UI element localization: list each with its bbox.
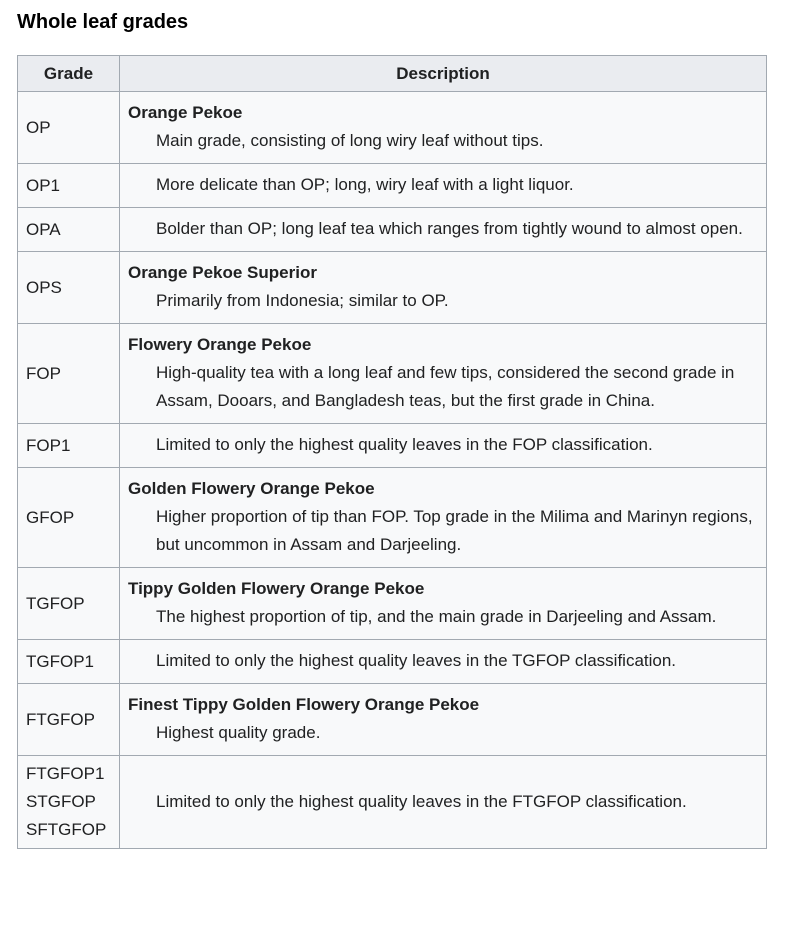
grade-definition: Main grade, consisting of long wiry leaf without tips. <box>156 131 544 150</box>
grade-term: Flowery Orange Pekoe <box>128 335 312 354</box>
grade-term: Orange Pekoe <box>128 103 243 122</box>
table-row <box>18 252 767 324</box>
grade-cell: OPA <box>18 208 120 252</box>
grade-term: Orange Pekoe Superior <box>128 263 317 282</box>
page-title: Whole leaf grades <box>17 11 189 33</box>
grade-definition: Highest quality grade. <box>156 723 321 742</box>
description-cell <box>120 164 767 208</box>
grade-definition: Bolder than OP; long leaf tea which ranges from tightly wound to almost open. <box>156 219 743 238</box>
grade-definition: Higher proportion of tip than FOP. Top grade in the Milima and Marinyn regions, but uncommon in Assam and Darjeeling. <box>156 507 753 554</box>
grade-cell: FOP1 <box>18 424 120 468</box>
description-cell <box>120 424 767 468</box>
table-row <box>18 208 767 252</box>
grade-cell: FTGFOP1 STGFOP SFTGFOP <box>18 756 120 849</box>
table-row <box>18 568 767 640</box>
grade-definition: Limited to only the highest quality leaves in the TGFOP classification. <box>156 651 677 670</box>
grade-cell: TGFOP1 <box>18 640 120 684</box>
table-row <box>18 92 767 164</box>
grades-table <box>17 55 767 849</box>
grade-cell: FTGFOP <box>18 684 120 756</box>
grade-cell: OP1 <box>18 164 120 208</box>
grade-definition: More delicate than OP; long, wiry leaf with a light liquor. <box>156 175 574 194</box>
grade-definition: Limited to only the highest quality leaves in the FTGFOP classification. <box>156 791 687 811</box>
table-row <box>18 424 767 468</box>
grade-cell: OPS <box>18 252 120 324</box>
grade-cell: TGFOP <box>18 568 120 640</box>
description-cell <box>120 324 767 424</box>
description-cell <box>120 568 767 640</box>
description-cell <box>120 684 767 756</box>
grade-term: Finest Tippy Golden Flowery Orange Pekoe <box>128 695 480 714</box>
grade-cell: FOP <box>18 324 120 424</box>
grade-cell: OP <box>18 92 120 164</box>
grade-definition: Limited to only the highest quality leaves in the FOP classification. <box>156 435 653 454</box>
grade-cell: GFOP <box>18 468 120 568</box>
table-row <box>18 684 767 756</box>
table-header-row <box>18 56 767 92</box>
description-cell <box>120 208 767 252</box>
description-cell <box>120 640 767 684</box>
grade-term: Golden Flowery Orange Pekoe <box>128 479 375 498</box>
description-cell <box>120 252 767 324</box>
grade-definition: Primarily from Indonesia; similar to OP. <box>156 291 449 310</box>
table-row <box>18 468 767 568</box>
table-row <box>18 324 767 424</box>
table-row <box>18 756 767 849</box>
grade-term: Tippy Golden Flowery Orange Pekoe <box>128 579 425 598</box>
description-cell <box>120 468 767 568</box>
table-row <box>18 640 767 684</box>
description-column-header: Description <box>120 56 767 92</box>
description-cell <box>120 756 767 849</box>
description-cell <box>120 92 767 164</box>
grade-column-header: Grade <box>18 56 120 92</box>
grade-definition: The highest proportion of tip, and the main grade in Darjeeling and Assam. <box>156 607 717 626</box>
table-row <box>18 164 767 208</box>
grade-definition: High-quality tea with a long leaf and few tips, considered the second grade in Assam, Dooars, and Bangladesh teas, but the first grade in China. <box>156 363 735 410</box>
